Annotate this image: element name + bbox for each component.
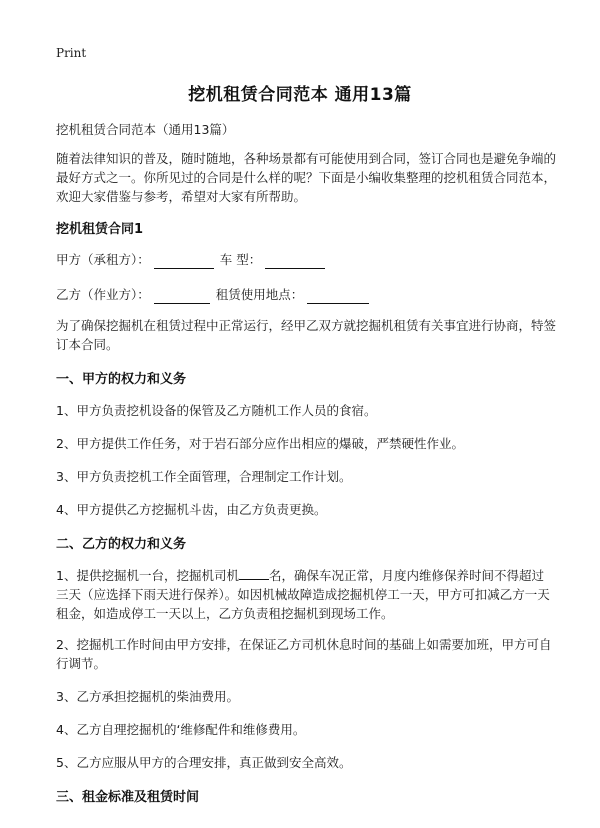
section-1-heading: 一、甲方的权力和义务 (56, 372, 187, 387)
list-item: 4、乙方自理挖掘机的‘维修配件和维修费用。 (56, 722, 306, 737)
field-row-party-a (56, 250, 556, 269)
list-item: 2、甲方提供工作任务，对于岩石部分应作出相应的爆破，严禁硬性作业。 (56, 436, 464, 451)
party-a-label: 甲方（承租方）： (56, 252, 150, 267)
car-type-label: 车 型： (219, 252, 262, 267)
location-blank (307, 289, 369, 304)
document-subtitle: 挖机租赁合同范本（通用13篇） (56, 122, 235, 137)
driver-count-blank (239, 566, 269, 580)
print-link[interactable]: Print (56, 46, 87, 60)
document-title: 挖机租赁合同范本 通用13篇 (188, 85, 412, 105)
list-item: 3、乙方承担挖掘机的柴油费用。 (56, 689, 239, 704)
list-item: 3、甲方负责挖机工作全面管理，合理制定工作计划。 (56, 469, 352, 484)
document-body (56, 120, 556, 805)
list-item (56, 566, 556, 623)
item-1-text-after: 名，确保车况正常，月度内维修保养时间不得超过三天（应选择下雨天进行保养）。如因机械故障造成挖掘机停工一天，甲方可扣减乙方一天租金，如造成停工一天以上，乙方负责租挖掘机到现场工作。 (56, 568, 550, 621)
list-item: 2、挖掘机工作时间由甲方安排，在保证乙方司机休息时间的基础上如需要加班，甲方可自行调节。 (56, 637, 552, 671)
party-a-blank (154, 254, 214, 269)
location-label: 租赁使用地点： (215, 287, 304, 302)
contract-heading: 挖机租赁合同1 (56, 222, 144, 237)
item-1-text-before: 1、提供挖掘机一台，挖掘机司机 (56, 568, 239, 583)
car-type-blank (265, 254, 325, 269)
party-b-blank (154, 289, 210, 304)
field-row-party-b (56, 285, 556, 304)
section-2-heading: 二、乙方的权力和义务 (56, 537, 187, 552)
list-item: 4、甲方提供乙方挖掘机斗齿，由乙方负责更换。 (56, 502, 327, 517)
party-b-label: 乙方（作业方）： (56, 287, 150, 302)
intro-paragraph: 随着法律知识的普及，随时随地，各种场景都有可能使用到合同，签订合同也是避免争端的最好方式之一。你所见过的合同是什么样的呢？下面是小编收集整理的挖机租赁合同范本，欢迎大家借鉴与参考，希望对大家有所帮助。 (56, 151, 557, 204)
purpose-paragraph: 为了确保挖掘机在租赁过程中正常运行，经甲乙双方就挖掘机租赁有关事宜进行协商，特签订本合同。 (56, 318, 557, 352)
list-item: 1、甲方负责挖机设备的保管及乙方随机工作人员的食宿。 (56, 403, 377, 418)
list-item: 5、乙方应服从甲方的合理安排，真正做到安全高效。 (56, 755, 352, 770)
section-3-heading: 三、租金标准及租赁时间 (56, 790, 200, 805)
